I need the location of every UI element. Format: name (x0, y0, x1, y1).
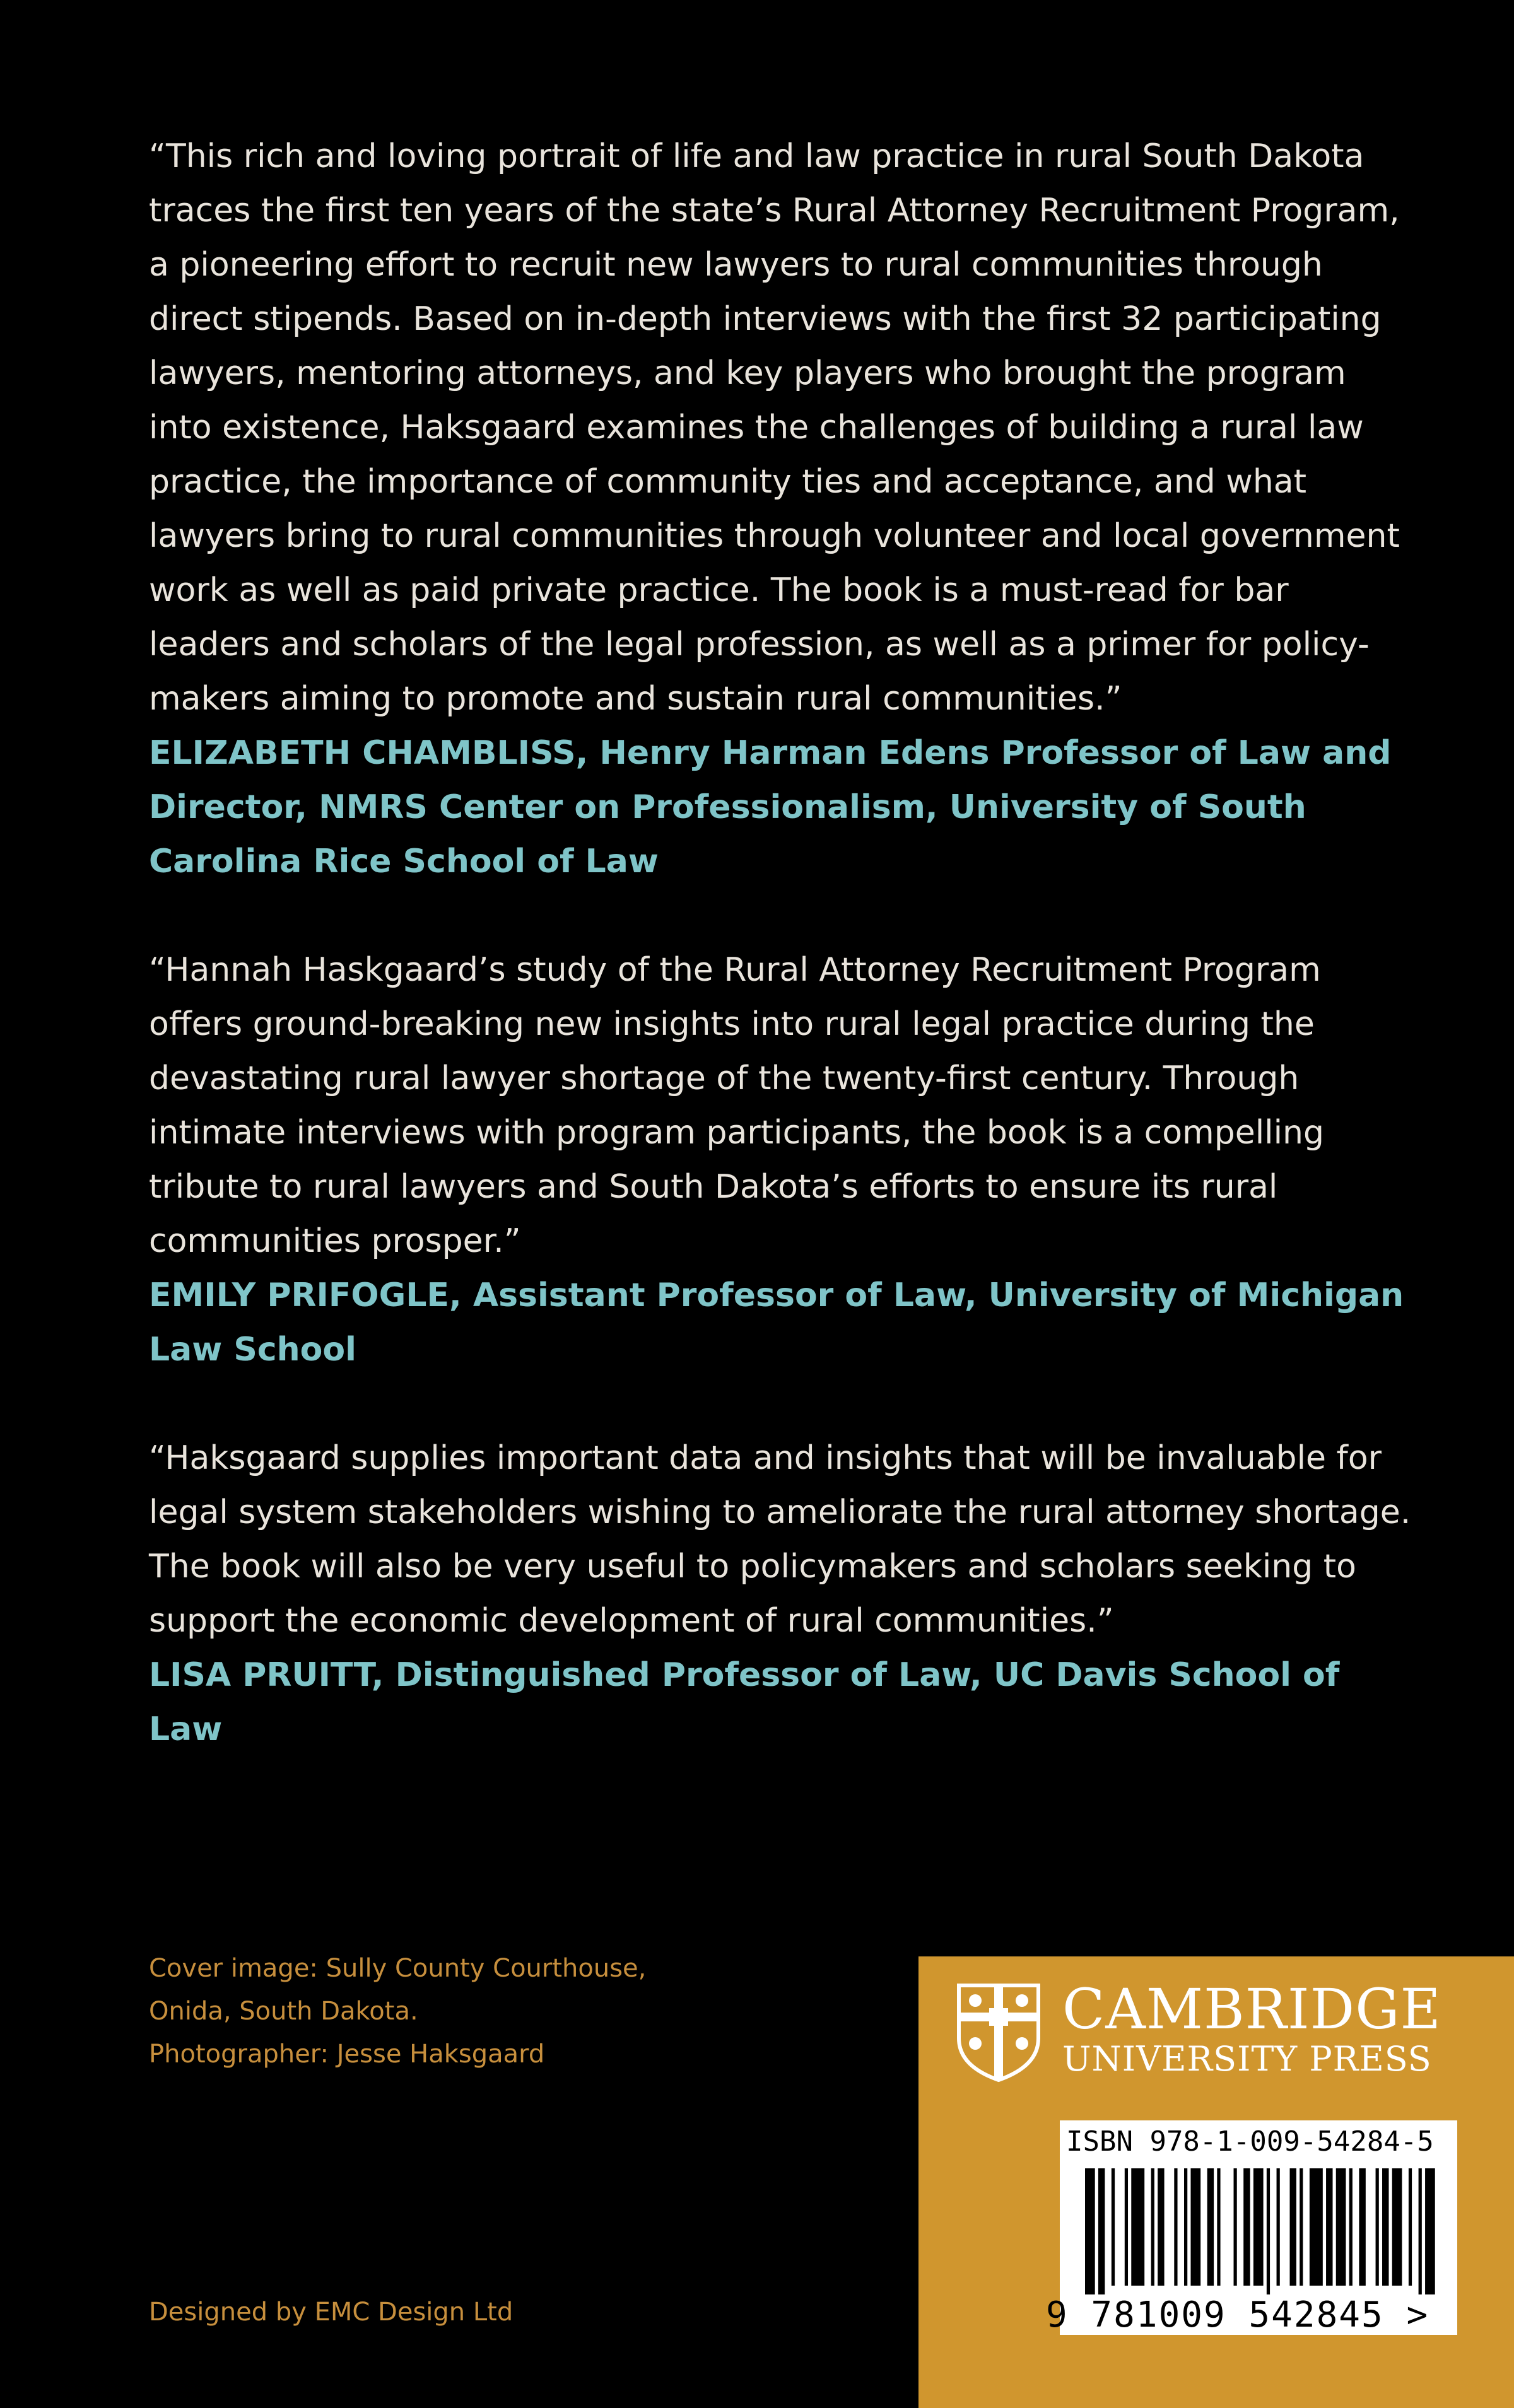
barcode-bar (1125, 2168, 1128, 2286)
barcode-bar (1326, 2168, 1332, 2286)
blurb-attribution: LISA PRUITT, Distinguished Professor of Law, UC Davis School of Law (149, 1656, 1340, 1748)
blurb-attribution: EMILY PRIFOGLE, Assistant Professor of Law, University of Michigan Law School (149, 1277, 1404, 1369)
barcode-bar (1234, 2168, 1237, 2286)
barcode-bar (1300, 2168, 1303, 2286)
barcode-bar (1253, 2168, 1264, 2286)
blurb-prifogle (149, 943, 1417, 1377)
photographer-credit: Photographer: Jesse Haksgaard (149, 2040, 545, 2069)
blurb-quote: “This rich and loving portrait of life and law practice in rural South Dakota traces the first ten years of the state’s Rural Attorney Recruitment Program, a pioneering effort to recruit new lawyers to rural communities through direct stipends. Based on in-depth interviews with the first 32 participating lawyers, mentoring attorneys, and key players who brought the program into existence, Haksgaard examines the challenges of building a rural law practice, the importance of community ties and acceptance, and what lawyers bring to rural communities through volunteer and local government work as well as paid private practice. The book is a must-read for bar leaders and scholars of the legal profession, as well as a primer for policy-makers aiming to promote and sustain rural communities.” (149, 137, 1400, 718)
barcode-bar (1190, 2168, 1200, 2286)
barcode-bar (1392, 2168, 1402, 2286)
barcode-bar (1409, 2168, 1412, 2286)
isbn-barcode (1046, 2120, 1457, 2335)
barcode-bar (1217, 2168, 1220, 2286)
blurb-quote: “Haksgaard supplies important data and insights that will be invaluable for legal system stakeholders wishing to ameliorate the rural attorney shortage. The book will also be very useful to policymakers and scholars seeking to support the economic development of rural communities.” (149, 1439, 1411, 1640)
cover-credits (149, 1947, 646, 2076)
barcode-bar (1174, 2168, 1177, 2286)
barcode-bar (1289, 2168, 1296, 2286)
blurb-quote: “Hannah Haskgaard’s study of the Rural Attorney Recruitment Program offers ground-breaking new insights into rural legal practice during the devastating rural lawyer shortage of the twenty-first century. Through intimate interviews with program participants, the book is a compelling tribute to rural lawyers and South Dakota’s efforts to ensure its rural communities prosper.” (149, 951, 1325, 1260)
barcode-bar (1184, 2168, 1187, 2286)
cover-image-credit: Cover image: Sully County Courthouse, (149, 1954, 647, 1983)
designer-credit: Designed by EMC Design Ltd (149, 2298, 513, 2327)
barcode-bar (1112, 2168, 1115, 2286)
barcode-bar (1349, 2168, 1353, 2286)
barcode-bars (1085, 2168, 1438, 2294)
cover-location-credit: Onida, South Dakota. (149, 1997, 418, 2026)
barcode-bar (1425, 2168, 1435, 2294)
barcode-bar (1158, 2168, 1164, 2286)
blurb-attribution: ELIZABETH CHAMBLISS, Henry Harman Edens Professor of Law and Director, NMRS Center on Professionalism, University of South Carolina Rice School of Law (149, 734, 1392, 880)
barcode-bar (1131, 2168, 1144, 2286)
barcode-bar (1267, 2168, 1270, 2294)
blurb-chambliss (149, 129, 1417, 889)
isbn-label: ISBN 978-1-009-54284-5 (1066, 2125, 1434, 2158)
cambridge-crest-icon (956, 1983, 1041, 2083)
barcode-bar (1376, 2168, 1379, 2286)
ean-digits: 9 781009 542845 > (1046, 2294, 1429, 2335)
barcode-bar (1336, 2168, 1346, 2286)
barcode-bar (1243, 2168, 1250, 2286)
barcode-bar (1382, 2168, 1388, 2286)
publisher-name-line1: CAMBRIDGE (1062, 1977, 1441, 2042)
blurbs (149, 129, 1417, 1756)
publisher-name-line2: UNIVERSITY PRESS (1062, 2039, 1432, 2079)
barcode-bar (1207, 2168, 1214, 2286)
publisher-panel (918, 1956, 1514, 2408)
barcode-bar (1098, 2168, 1105, 2294)
blurb-pruitt (149, 1431, 1417, 1756)
barcode-bar (1419, 2168, 1422, 2294)
barcode-bar (1085, 2168, 1095, 2294)
barcode-bar (1151, 2168, 1154, 2286)
publisher-name (1062, 1977, 1441, 2079)
barcode-bar (1359, 2168, 1365, 2286)
barcode-bar (1277, 2168, 1280, 2286)
barcode-bar (1310, 2168, 1323, 2286)
